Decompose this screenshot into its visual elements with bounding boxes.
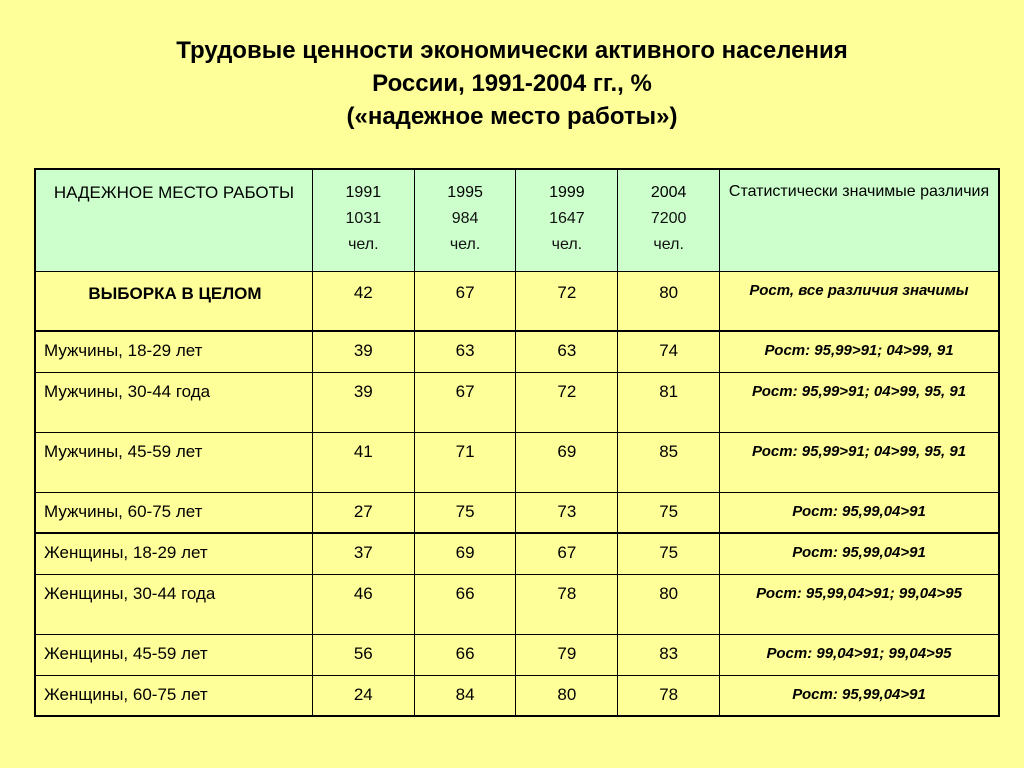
significance-note: Рост: 95,99,04>91 bbox=[720, 675, 999, 716]
table-row bbox=[35, 634, 999, 675]
row-label: Женщины, 60-75 лет bbox=[35, 675, 312, 716]
significance-note: Рост: 95,99,04>91 bbox=[720, 533, 999, 574]
header-year-1995 bbox=[414, 169, 516, 271]
value-cell: 46 bbox=[312, 574, 414, 634]
value-cell: 85 bbox=[618, 432, 720, 492]
value-cell: 75 bbox=[618, 492, 720, 533]
value-cell: 39 bbox=[312, 331, 414, 372]
significance-note: Рост: 95,99,04>91 bbox=[720, 492, 999, 533]
value-cell: 71 bbox=[414, 432, 516, 492]
significance-note: Рост: 99,04>91; 99,04>95 bbox=[720, 634, 999, 675]
value-cell: 73 bbox=[516, 492, 618, 533]
row-label: ВЫБОРКА В ЦЕЛОМ bbox=[35, 271, 312, 331]
header-sample-size: 1647 bbox=[549, 210, 585, 227]
value-cell: 72 bbox=[516, 372, 618, 432]
table-row bbox=[35, 533, 999, 574]
value-cell: 67 bbox=[516, 533, 618, 574]
row-label: Женщины, 30-44 года bbox=[35, 574, 312, 634]
value-cell: 69 bbox=[516, 432, 618, 492]
header-year: 1991 bbox=[345, 184, 382, 201]
value-cell: 63 bbox=[414, 331, 516, 372]
row-label: Мужчины, 18-29 лет bbox=[35, 331, 312, 372]
value-cell: 37 bbox=[312, 533, 414, 574]
header-year-1991 bbox=[312, 169, 414, 271]
header-year: 2004 bbox=[650, 184, 687, 201]
value-cell: 79 bbox=[516, 634, 618, 675]
value-cell: 41 bbox=[312, 432, 414, 492]
table-row bbox=[35, 574, 999, 634]
value-cell: 80 bbox=[618, 574, 720, 634]
value-cell: 84 bbox=[414, 675, 516, 716]
value-cell: 81 bbox=[618, 372, 720, 432]
header-year-2004 bbox=[618, 169, 720, 271]
header-sample-unit: чел. bbox=[653, 236, 684, 253]
value-cell: 56 bbox=[312, 634, 414, 675]
value-cell: 39 bbox=[312, 372, 414, 432]
value-cell: 78 bbox=[516, 574, 618, 634]
table-row bbox=[35, 331, 999, 372]
value-cell: 78 bbox=[618, 675, 720, 716]
header-sample-size: 984 bbox=[451, 210, 479, 227]
title-line-3: («надежное место работы») bbox=[346, 103, 678, 130]
value-cell: 80 bbox=[618, 271, 720, 331]
row-label: Мужчины, 60-75 лет bbox=[35, 492, 312, 533]
value-cell: 75 bbox=[414, 492, 516, 533]
value-cell: 27 bbox=[312, 492, 414, 533]
value-cell: 75 bbox=[618, 533, 720, 574]
title-line-1: Трудовые ценности экономически активного населения bbox=[176, 37, 848, 64]
significance-note: Рост, все различия значимы bbox=[720, 271, 999, 331]
table-row bbox=[35, 675, 999, 716]
values-table bbox=[34, 168, 1000, 717]
header-label-cell: НАДЕЖНОЕ МЕСТО РАБОТЫ bbox=[35, 169, 312, 271]
header-sample-size: 7200 bbox=[650, 210, 687, 227]
row-label: Мужчины, 30-44 года bbox=[35, 372, 312, 432]
value-cell: 83 bbox=[618, 634, 720, 675]
header-sample-unit: чел. bbox=[449, 236, 481, 253]
row-label: Женщины, 18-29 лет bbox=[35, 533, 312, 574]
significance-note: Рост: 95,99>91; 04>99, 95, 91 bbox=[720, 372, 999, 432]
header-significance-cell: Статистически значимые различия bbox=[720, 169, 999, 271]
row-label: Женщины, 45-59 лет bbox=[35, 634, 312, 675]
value-cell: 67 bbox=[414, 271, 516, 331]
value-cell: 66 bbox=[414, 574, 516, 634]
table-row-total bbox=[35, 271, 999, 331]
header-sample-unit: чел. bbox=[551, 236, 583, 253]
value-cell: 42 bbox=[312, 271, 414, 331]
value-cell: 72 bbox=[516, 271, 618, 331]
table-row bbox=[35, 372, 999, 432]
value-cell: 74 bbox=[618, 331, 720, 372]
value-cell: 69 bbox=[414, 533, 516, 574]
header-sample-unit: чел. bbox=[348, 236, 379, 253]
header-sample-size: 1031 bbox=[345, 210, 382, 227]
slide-title bbox=[0, 34, 1024, 133]
significance-note: Рост: 95,99>91; 04>99, 95, 91 bbox=[720, 432, 999, 492]
header-year-1999 bbox=[516, 169, 618, 271]
table-header-row bbox=[35, 169, 999, 271]
value-cell: 80 bbox=[516, 675, 618, 716]
significance-note: Рост: 95,99,04>91; 99,04>95 bbox=[720, 574, 999, 634]
title-line-2: России, 1991-2004 гг., % bbox=[372, 70, 652, 97]
header-year: 1995 bbox=[447, 184, 483, 201]
value-cell: 63 bbox=[516, 331, 618, 372]
table-row bbox=[35, 432, 999, 492]
row-label: Мужчины, 45-59 лет bbox=[35, 432, 312, 492]
significance-note: Рост: 95,99>91; 04>99, 91 bbox=[720, 331, 999, 372]
value-cell: 67 bbox=[414, 372, 516, 432]
value-cell: 24 bbox=[312, 675, 414, 716]
header-year: 1999 bbox=[549, 184, 585, 201]
table-row bbox=[35, 492, 999, 533]
value-cell: 66 bbox=[414, 634, 516, 675]
